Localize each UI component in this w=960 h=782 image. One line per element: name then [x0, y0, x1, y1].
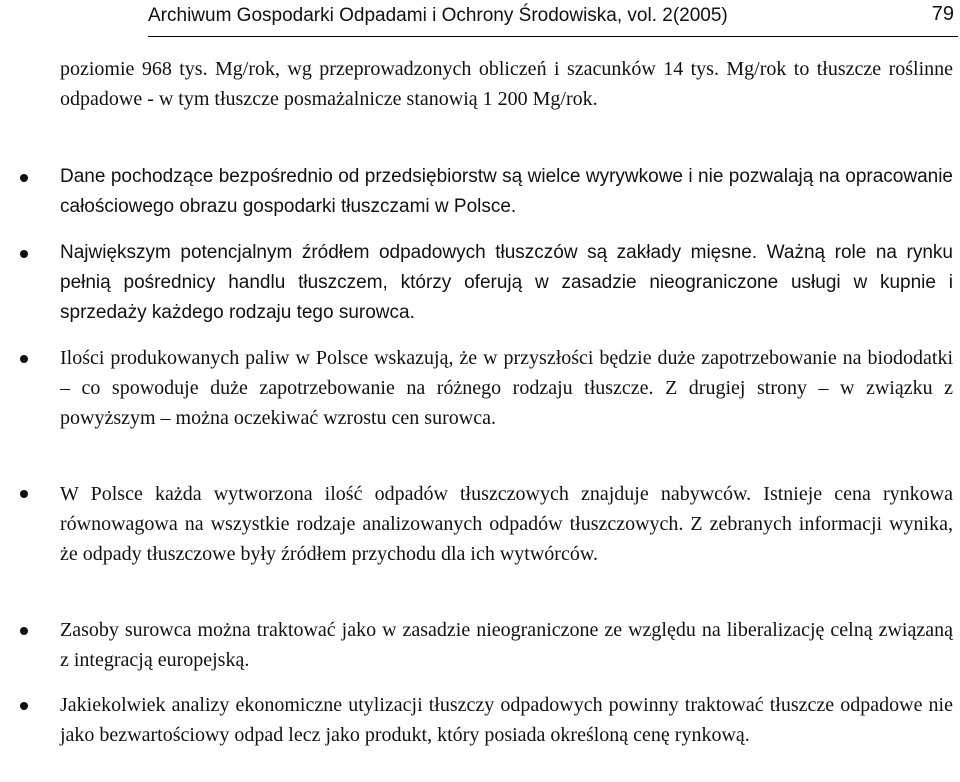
bullet-dot [20, 355, 28, 363]
bullet-item-2: Największym potencjalnym źródłem odpadowych tłuszczów są zakłady mięsne. Ważną role na rynku pełnią pośrednicy handlu tłuszczem, którzy oferują w zasadzie nieograniczone usługi w kupnie i sprzedaży każdego rodzaju tego surowca. [60, 242, 953, 323]
page-number: 79 [931, 3, 954, 25]
bullet-item-3: Ilości produkowanych paliw w Polsce wskazują, że w przyszłości będzie duże zapotrzebowanie na biododatki – co spowoduje duże zapotrzebowanie na różnego rodzaju tłuszcze. Z drugiej strony – w związku z powyższym – można oczekiwać wzrostu cen surowca. [60, 347, 953, 429]
bullet-dot [20, 250, 28, 258]
bullet-dot [20, 627, 28, 635]
journal-citation: Archiwum Gospodarki Odpadami i Ochrony Środowiska, vol. 2(2005) [148, 5, 728, 26]
bullet-item-4: W Polsce każda wytworzona ilość odpadów tłuszczowych znajduje nabywców. Istnieje cena rynkowa równowagowa na wszystkie rodzaje analizowanych odpadów tłuszczowych. Z zebranych informacji wynika, że odpady tłuszczowe były źródłem przychodu dla ich wytwórców. [60, 483, 953, 565]
bullet-dot [20, 702, 28, 710]
bullet-dot [20, 490, 28, 498]
running-header [148, 0, 958, 37]
bullet-item-5: Zasoby surowca można traktować jako w zasadzie nieograniczone ze względu na liberalizację celną związaną z integracją europejską. [60, 619, 953, 671]
bullet-item-1: Dane pochodzące bezpośrednio od przedsiębiorstw są wielce wyrywkowe i nie pozwalają na opracowanie całościowego obrazu gospodarki tłuszczami w Polsce. [60, 166, 953, 217]
bullet-dot [20, 174, 28, 182]
intro-paragraph: poziomie 968 tys. Mg/rok, wg przeprowadzonych obliczeń i szacunków 14 tys. Mg/rok to tłuszcze roślinne odpadowe - w tym tłuszcze posmażalnicze stanowią 1 200 Mg/rok. [60, 58, 953, 110]
bullet-item-6: Jakiekolwiek analizy ekonomiczne utylizacji tłuszczy odpadowych powinny traktować tłuszcze odpadowe nie jako bezwartościowy odpad lecz jako produkt, który posiada określoną cenę rynkową. [60, 694, 953, 746]
